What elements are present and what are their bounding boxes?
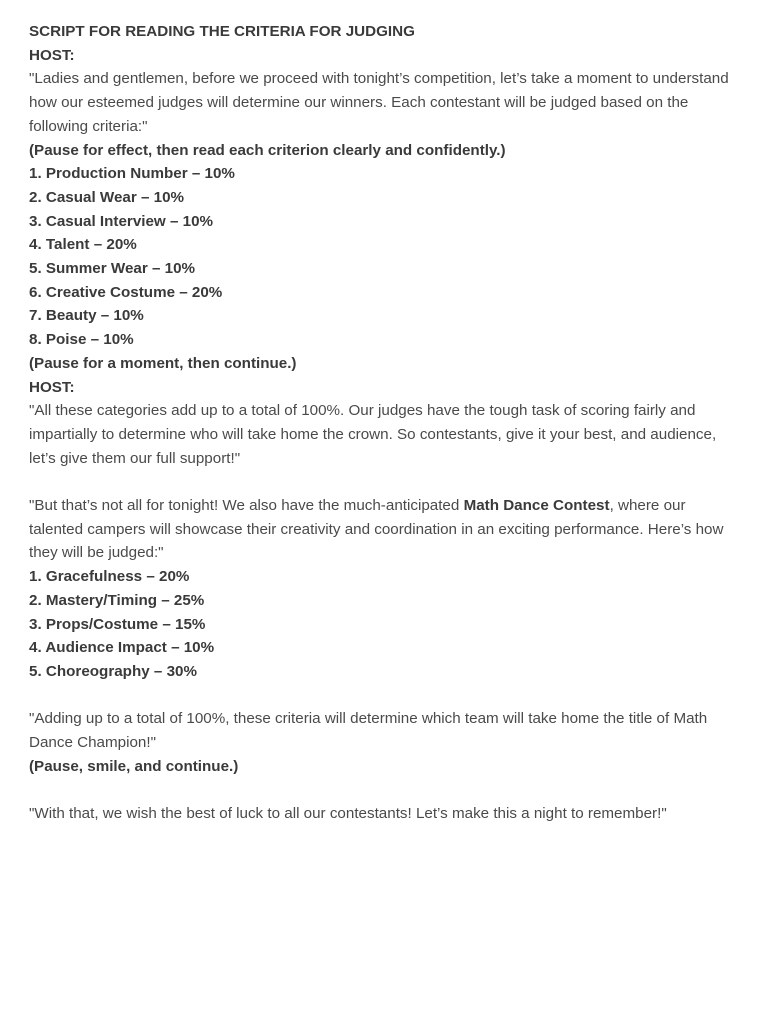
- pageant-criteria-list: [29, 162, 739, 352]
- intro-paragraph: "Ladies and gentlemen, before we proceed with tonight’s competition, let’s take a moment to understand how our esteemed judges will determine our winners. Each contestant will be judged based on the following criteria:": [29, 70, 729, 135]
- paragraph-spacer: [29, 778, 739, 802]
- math-intro-text: , where our talented campers will showcase their creativity and coordination in an exciting performance. Here’s how they will be judged:": [29, 497, 724, 562]
- criterion-item: 6. Creative Costume – 20%: [29, 283, 223, 301]
- host-label: HOST:: [29, 46, 75, 64]
- criterion-item: 3. Props/Costume – 15%: [29, 615, 206, 633]
- criterion-item: 7. Beauty – 10%: [29, 307, 144, 325]
- host-label: HOST:: [29, 378, 75, 396]
- criterion-item: 4. Audience Impact – 10%: [29, 639, 215, 657]
- math-dance-intro-paragraph: [29, 494, 739, 565]
- closing-paragraph: "With that, we wish the best of luck to all our contestants! Let’s make this a night to remember!": [29, 805, 667, 823]
- total-paragraph: "All these categories add up to a total of 100%. Our judges have the tough task of scoring fairly and impartially to determine who will take home the crown. So contestants, give it your best, and audience, let’s give them our full support!": [29, 402, 717, 467]
- math-dance-contest-name: Math Dance Contest: [463, 497, 610, 515]
- stage-direction: (Pause for effect, then read each criterion clearly and confidently.): [29, 141, 506, 159]
- criterion-item: 8. Poise – 10%: [29, 331, 134, 349]
- criterion-item: 5. Choreography – 30%: [29, 662, 197, 680]
- math-total-paragraph: "Adding up to a total of 100%, these criteria will determine which team will take home the title of Math Dance Champion!": [29, 710, 708, 752]
- criterion-item: 4. Talent – 20%: [29, 236, 137, 254]
- math-dance-criteria-list: [29, 565, 739, 684]
- paragraph-spacer: [29, 684, 739, 708]
- criterion-item: 2. Casual Wear – 10%: [29, 188, 185, 206]
- stage-direction: (Pause for a moment, then continue.): [29, 354, 297, 372]
- criterion-item: 3. Casual Interview – 10%: [29, 212, 214, 230]
- criterion-item: 2. Mastery/Timing – 25%: [29, 591, 205, 609]
- criterion-item: 1. Production Number – 10%: [29, 165, 235, 183]
- stage-direction: (Pause, smile, and continue.): [29, 757, 239, 775]
- paragraph-spacer: [29, 470, 739, 494]
- criterion-item: 5. Summer Wear – 10%: [29, 260, 196, 278]
- criterion-item: 1. Gracefulness – 20%: [29, 568, 190, 586]
- document-title: SCRIPT FOR READING THE CRITERIA FOR JUDGING: [29, 23, 415, 40]
- math-intro-text: "But that’s not all for tonight! We also have the much-anticipated: [29, 497, 464, 515]
